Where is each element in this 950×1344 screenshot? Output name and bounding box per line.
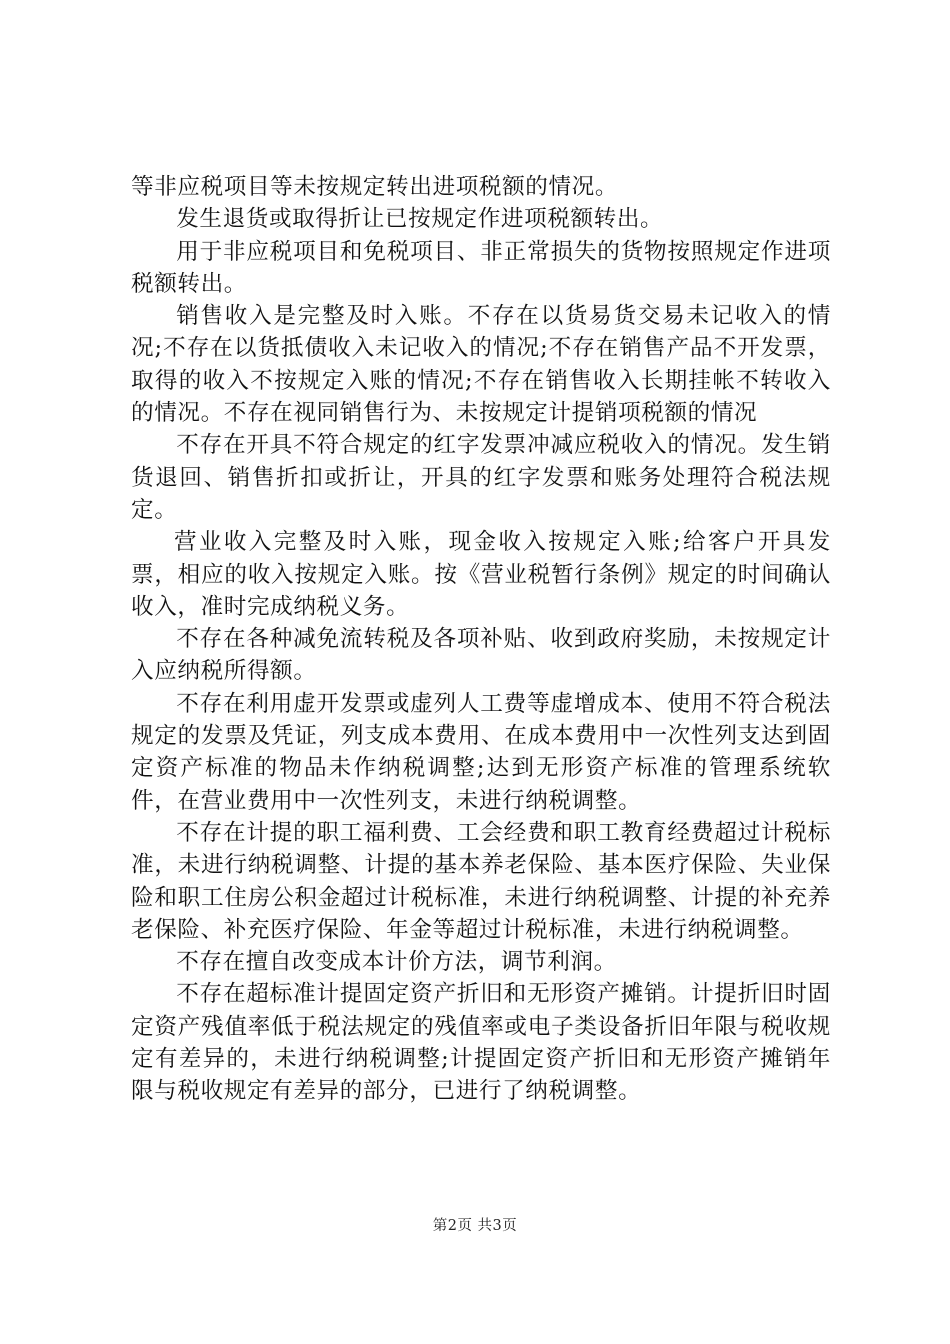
paragraph-3: 用于非应税项目和免税项目、非正常损失的货物按照规定作进项税额转出。 <box>131 238 831 297</box>
page-number-footer: 第2页 共3页 <box>432 1218 518 1234</box>
paragraph-5: 不存在开具不符合规定的红字发票冲减应税收入的情况。发生销货退回、销售折扣或折让，开具的红字发票和账务处理符合税法规定。 <box>131 432 831 523</box>
document-body <box>131 171 831 1108</box>
paragraph-2: 发生退货或取得折让已按规定作进项税额转出。 <box>176 206 664 233</box>
paragraph-6: 营业收入完整及时入账，现金收入按规定入账;给客户开具发票，相应的收入按规定入账。按《营业税暂行条例》规定的时间确认收入，准时完成纳税义务。 <box>131 529 831 620</box>
paragraph-7: 不存在各种减免流转税及各项补贴、收到政府奖励，未按规定计入应纳税所得额。 <box>131 626 831 685</box>
paragraph-4: 销售收入是完整及时入账。不存在以货易货交易未记收入的情况;不存在以货抵债收入未记收入的情况;不存在销售产品不开发票，取得的收入不按规定入账的情况;不存在销售收入长期挂帐不转收入的情况。不存在视同销售行为、未按规定计提销项税额的情况 <box>131 303 831 427</box>
paragraph-8: 不存在利用虚开发票或虚列人工费等虚增成本、使用不符合税法规定的发票及凭证，列支成本费用、在成本费用中一次性列支达到固定资产标准的物品未作纳税调整;达到无形资产标准的管理系统软件，在营业费用中一次性列支，未进行纳税调整。 <box>131 690 831 814</box>
paragraph-1: 等非应税项目等未按规定转出进项税额的情况。 <box>131 174 619 200</box>
paragraph-9: 不存在计提的职工福利费、工会经费和职工教育经费超过计税标准，未进行纳税调整、计提的基本养老保险、基本医疗保险、失业保险和职工住房公积金超过计税标准，未进行纳税调整、计提的补充养老保险、补充医疗保险、年金等超过计税标准，未进行纳税调整。 <box>131 819 831 943</box>
paragraph-11: 不存在超标准计提固定资产折旧和无形资产摊销。计提折旧时固定资产残值率低于税法规定的残值率或电子类设备折旧年限与税收规定有差异的，未进行纳税调整;计提固定资产折旧和无形资产摊销年限与税收规定有差异的部分，已进行了纳税调整。 <box>131 981 831 1105</box>
paragraph-10: 不存在擅自改变成本计价方法，调节利润。 <box>176 949 617 976</box>
